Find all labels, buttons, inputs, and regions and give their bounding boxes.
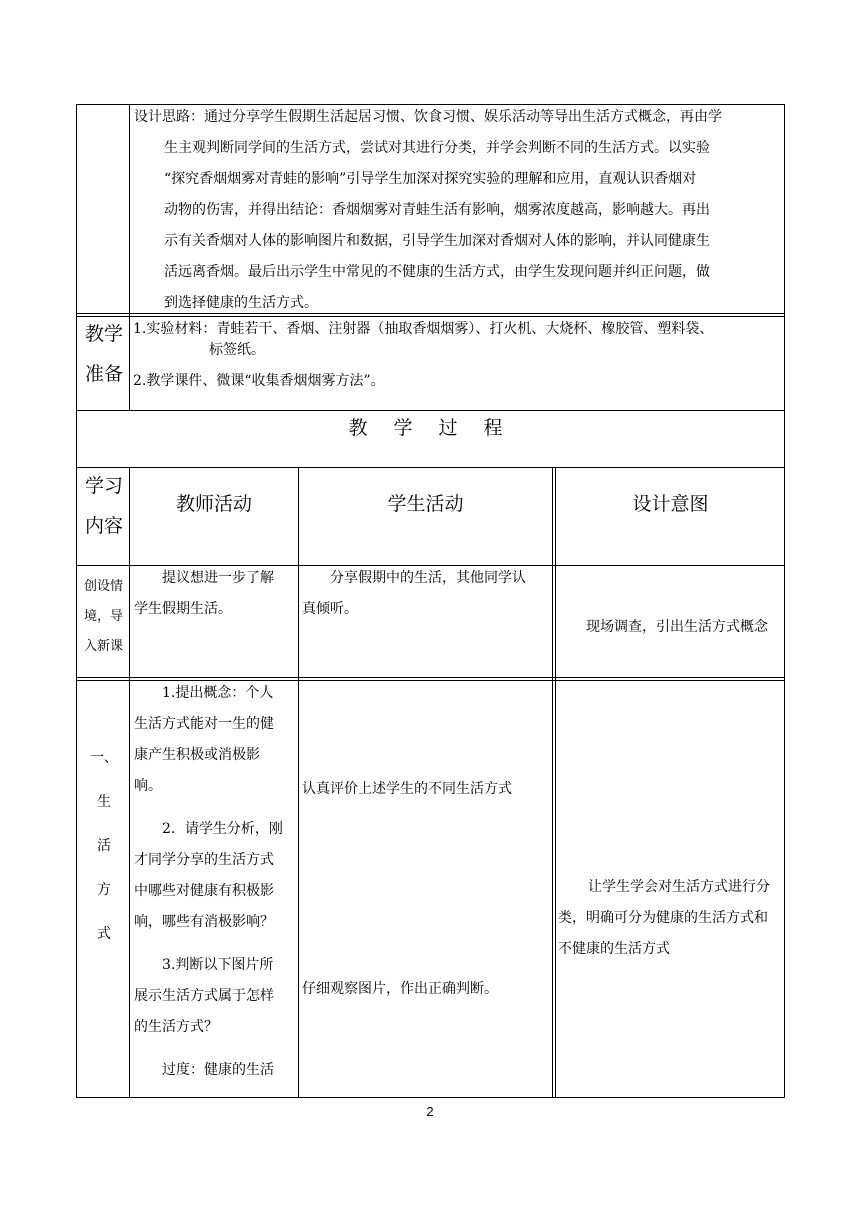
row1-intent: 现场调查，引出生活方式概念 <box>586 619 768 635</box>
row2-student-1: 认真评价上述学生的不同生活方式 <box>302 781 512 797</box>
row1-student-line: 分享假期中的生活，其他同学认 <box>330 570 526 586</box>
row2-teacher-line: 生活方式能对一生的健 <box>134 716 274 732</box>
header-intent: 设计意图 <box>632 493 709 515</box>
design-idea-line: 到选择健康的生活方式。 <box>164 295 318 311</box>
header-teacher: 教师活动 <box>175 493 252 515</box>
design-idea-line: 动物的伤害，并得出结论：香烟烟雾对青蛙生活有影响，烟雾浓度越高，影响越大。再出 <box>164 202 710 218</box>
row2-teacher-line: 1.提出概念：个人 <box>162 685 274 701</box>
row2-teacher-line: 过度：健康的生活 <box>162 1062 274 1078</box>
row1-content-line: 创设情 <box>83 579 123 594</box>
row1-teacher-line: 学生假期生活。 <box>134 601 232 617</box>
design-idea-line: 活远离香烟。最后出示学生中常见的不健康的生活方式，由学生发现问题并纠正问题，做 <box>164 264 710 280</box>
row2-teacher-line: 的生活方式？ <box>134 1019 218 1035</box>
col-divider <box>129 104 130 410</box>
row1-student <box>302 563 550 625</box>
row2-teacher-line: 2．请学生分析，刚 <box>162 821 283 837</box>
row2-intent-line: 类，明确可分为健康的生活方式和 <box>558 910 768 926</box>
design-idea-line: 设计思路：通过分享学生假期生活起居习惯、饮食习惯、娱乐活动等导出生活方式概念，再由学 <box>134 109 722 125</box>
process-title: 教 学 过 程 <box>348 417 513 439</box>
row2-student-2: 仔细观察图片，作出正确判断。 <box>302 981 498 997</box>
design-idea-line: 生主观判断同学间的生活方式，尝试对其进行分类，并学会判断不同的生活方式。以实验 <box>164 140 710 156</box>
row1-content <box>78 572 129 662</box>
col-divider <box>555 467 556 1098</box>
prep-item-1-cont: 标签纸。 <box>209 342 265 358</box>
design-idea-text <box>134 102 784 319</box>
prep-item-1: 1.实验材料：青蛙若干、香烟、注射器（抽取香烟烟雾）、打火机、大烧杯、橡胶管、塑料袋、 <box>133 321 714 337</box>
row2-intent-line: 不健康的生活方式 <box>558 941 670 957</box>
prep-label-line: 教学 <box>84 323 123 345</box>
row1-teacher <box>134 563 296 625</box>
row-divider <box>76 467 785 468</box>
page-number: 2 <box>426 1104 434 1119</box>
col-divider <box>298 467 299 1098</box>
row2-teacher-line: 响，哪些有消极影响？ <box>134 914 274 930</box>
row1-student-line: 真倾听。 <box>302 601 358 617</box>
row1-teacher-line: 提议想进一步了解 <box>162 570 274 586</box>
header-student: 学生活动 <box>387 493 464 515</box>
row1-content-line: 境，导 <box>83 609 123 624</box>
row2-teacher-line: 中哪些对健康有积极影 <box>134 883 274 899</box>
design-idea-line: “探究香烟烟雾对青蛙的影响”引导学生加深对探究实验的理解和应用，直观认识香烟对 <box>164 171 697 187</box>
row2-content <box>80 736 128 956</box>
col-divider <box>129 467 130 1098</box>
col-divider <box>552 467 553 1098</box>
row2-content-char: 活 <box>97 838 111 854</box>
row2-teacher <box>134 678 296 1086</box>
prep-label-line: 准备 <box>84 363 123 385</box>
prep-label <box>80 314 128 394</box>
row2-content-char: 一、 <box>90 750 118 766</box>
prep-item-2: 2.教学课件、微课“收集香烟烟雾方法”。 <box>133 373 385 389</box>
row2-content-char: 式 <box>97 926 111 942</box>
prep-content <box>133 314 783 396</box>
header-content-line: 学习 <box>84 475 123 497</box>
row2-teacher-line: 展示生活方式属于怎样 <box>134 988 274 1004</box>
row2-teacher-line: 3.判断以下图片所 <box>162 957 274 973</box>
header-content-line: 内容 <box>84 515 123 537</box>
row2-teacher-line: 响。 <box>134 778 162 794</box>
row1-content-line: 入新课 <box>83 639 123 654</box>
row2-teacher-line: 康产生积极或消极影 <box>134 747 260 763</box>
row2-teacher-line: 才同学分享的生活方式 <box>134 852 274 868</box>
design-idea-line: 示有关香烟对人体的影响图片和数据，引导学生加深对香烟对人体的影响，并认同健康生 <box>164 233 710 249</box>
row2-content-char: 生 <box>97 794 111 810</box>
row2-intent <box>558 872 784 965</box>
row2-content-char: 方 <box>97 882 111 898</box>
header-content <box>80 466 128 546</box>
row2-intent-line: 让学生学会对生活方式进行分 <box>588 879 770 895</box>
